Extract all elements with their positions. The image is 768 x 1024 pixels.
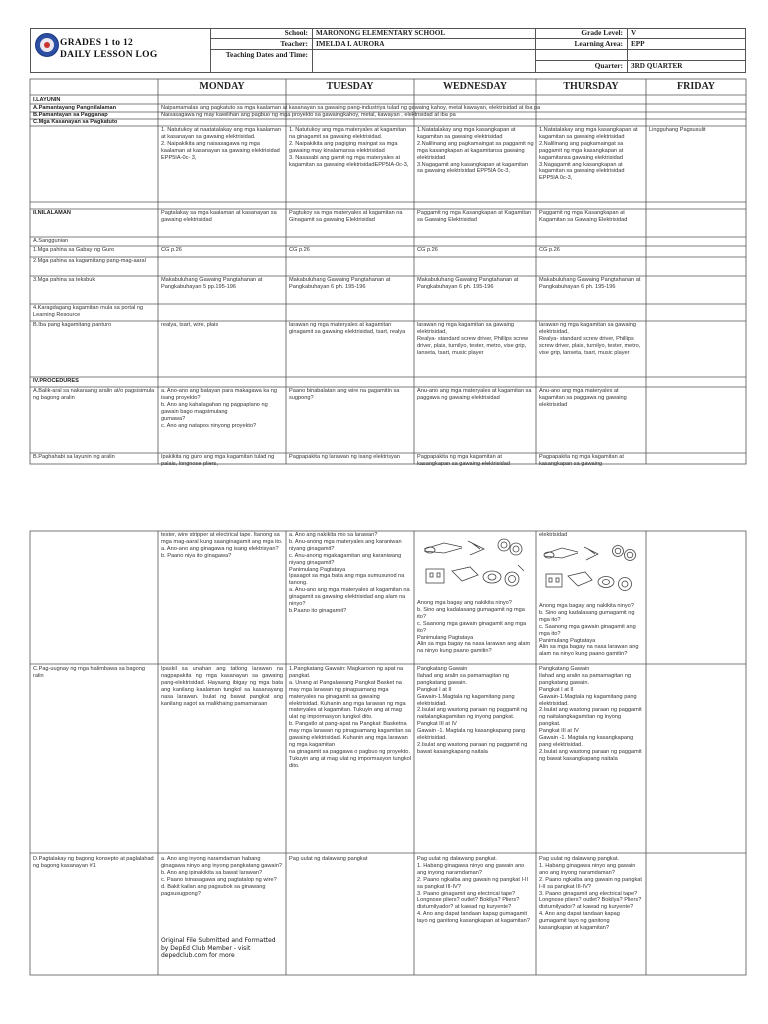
section-nilalaman: II.NILALAMAN	[33, 210, 71, 216]
teksbuk-thursday: Makabuluhang Gawaing Pangtahanan at Pangkabuhayan 6 ph. 195-196	[539, 277, 641, 290]
teksbuk-tuesday: Makabuluhang Gawaing Pangtahanan at Pangkabuhayan 6 ph. 195-196	[289, 277, 391, 290]
balik-aral-tuesday: Paano binabalatan ang wire na gagamitin sa sugpong?	[289, 388, 400, 401]
pagtalakay-wednesday: Pag uulat ng dalawang pangkat. 1. Habang ginagawa ninyo ang gawain ano ang inyong naramdaman? 2. Paano ngkaiba ang gawain ng pangkat I-II sa pangkat III-IV? 3. Paano ginagamit ang electrical tape? Longnose pliers? outlet? Bokilya? Pliers? disturnilyador? at kawad ng kuryente? 4. Ano ang dapat tandaan kapag gumagamit tayo ng ganitong kasangkapan at kagamitan?	[417, 856, 530, 925]
pag-uugnay-wednesday: Pangkatang Gawain Ilahad ang aralin sa pamamagitan ng pangkatang gawain. Pangkat I at II Gawain-1.Magtala ng kagamitang pang elektrisidad. 2.Isulat ang wastong paraan ng paggamit ng naitalangkagamitan ng inyong pangkat. Pangkat III at IV Gawain -1. Magtala ng kasangkapang pang elektrisidad. 2.Isulat ang wastong paraan ng paggamit ng bawat kasangkapang naitala	[417, 666, 528, 755]
kasanayan-monday: 1. Natutukoy at naatatalakay ang mga kaalaman at kasanayan sa gawaing elektrisidad. 2. Naipakikita ang naisasagawa ng mga kaalaman at kasanayan sa gawaing elektrisidad EPP5IA-0c- 3,	[161, 127, 282, 161]
paghahabi-cont-thursday: Anong mga bagay ang nakikita ninyo? b. Sino ang kadalasang gumagamit ng mga ito? c. Saanong mga gawain ginagamit ang mga ito? Panimulang Pagtataya Alin sa mga bagay na nasa larawan ang alam na ninyo kung paano gamitin?	[539, 603, 639, 658]
row-label-paghahabi: B.Paghahabi sa layunin ng aralin	[33, 454, 115, 460]
balik-aral-wednesday: Anu-ano ang mga materyales at kagamitan sa paggawa ng gawaing elektrisidad	[417, 388, 532, 401]
teaching-dates-label: Teaching Dates and Time:	[225, 50, 308, 59]
pagtalakay-thursday: Pag uulat ng dalawang pangkat. 1. Habang ginagawa ninyo ang gawain ano ang inyong naramdaman? 2. Paano ngkaiba ang gawain ng pangkat I-II sa pangkat III-IV? 3. Paano ginagamit ang electrical tape? Longnose pliers? outlet? Bokilya? Pliers? disturnilyador? at kawad ng kuryente? 4. Ano ang dapat tandaan kapag gumagamit tayo ng ganitong kasangkapan at kagamitan?	[539, 856, 642, 932]
kasanayan-tuesday: 1. Natutukoy ang mga materyales at kagamitan na ginagamit sa gawaing elektrisidad. 2. Naipakikita ang pagiging maingat sa mga gawaing may kinalamansa elektrisidad 3. Nasasabi ang gamit ng mga materyales at kagamitan sa gawaing elektrisidadEPP5IA-0c-3,	[289, 127, 409, 168]
electrical-tools-illustration	[418, 535, 530, 601]
row-label-balik-aral: A.Balik-aral sa nakaraang aralin at/o pagsisimula ng bagong aralin	[33, 388, 155, 401]
kasanayan-wednesday: 1.Natatalakay ang mga kasangkapan at kagamitan sa gawaing elektrisidad 2.Nalilinang ang pagkamaingat sa paggamit ng mga kasangkapan at kagamitansa gawaing elektrisidad 3.Nagagamit ang kasangkapan at kagamitan sa gawaing elektrisidad EPP5IA 0c-3,	[417, 127, 534, 175]
paghahabi-cont-thursday-top: elektrisidad	[539, 532, 568, 538]
learning-area-label: Learning Area:	[574, 39, 623, 48]
day-header-monday: MONDAY	[199, 81, 245, 92]
grade-level-label: Grade Level:	[581, 28, 623, 37]
logo-title-line1: GRADES 1 to 12	[60, 38, 134, 48]
row-label-mga-kasanayan: C.Mga Kasanayan sa Pagkatuto	[33, 119, 118, 125]
paghahabi-tuesday: Pagpapakita ng larawan ng isang elektrisyan	[289, 454, 401, 460]
row-label-learning-resource: 4.Karagdagang kagamitan mula sa portal ng Learning Resource	[33, 305, 144, 318]
teacher-label: Teacher:	[280, 39, 308, 48]
gabay-tuesday: CG p.26	[289, 247, 310, 253]
pag-uugnay-monday: Ipaskil sa unahan ang tatlong larawan na nagpapakita ng mga kasanayan sa gawaing pang-elektrisidad. Hayaang ibigay ng mga bata ang kanilang kaalaman tungkol sa kasanayang nasa larawan. Isulat ng bawat pangkat ang kanilang sagot sa malikhaing pamamaraan	[161, 666, 283, 707]
quarter-label: Quarter:	[594, 61, 623, 70]
nilalaman-tuesday: Pagtukoy sa mga materyales at kagamitan na Ginagamit sa gawaing Elektrisidad	[289, 210, 403, 223]
day-header-wednesday: WEDNESDAY	[442, 81, 508, 92]
row-label-pag-uugnay: C.Pag-uugnay ng mga halimbawa sa bagong ralin	[33, 666, 145, 679]
row-label-iba-pang-kagamitan: B.Iba pang kagamitang panturo	[33, 322, 112, 328]
paghahabi-thursday: Pagpapakita ng mga kagamitan at kasangkapan sa gawaing	[539, 454, 624, 467]
day-header-thursday: THURSDAY	[563, 81, 619, 92]
row-label-gabay-ng-guro: 1.Mga pahina sa Gabay ng Guro	[33, 247, 115, 253]
paghahabi-cont-monday: tester, wire stripper at electrical tape. Itanong sa mga mag-aaral kung saanginagamit ang mga ito. a. Ano-ano ang ginagawa ng isang elektrisyan? b. Paano niya ito ginagawa?	[161, 532, 283, 559]
row-label-pamantayang-pangnilalaman: A.Pamantayang Pangnilalaman	[33, 105, 116, 111]
pagtalakay-tuesday: Pag uulat ng dalawang pangkat	[289, 856, 368, 862]
nilalaman-wednesday: Paggamit ng mga Kasangkapan at Kagamitan sa Gawaing Elektrisidad	[417, 210, 532, 223]
section-procedures: IV.PROCEDURES	[33, 378, 79, 384]
section-layunin: I.LAYUNIN	[33, 97, 61, 103]
school-label: School:	[284, 28, 308, 37]
iba-kagamitan-monday: realya, tsart, wire, plais	[161, 322, 219, 328]
pamantayang-pangnilalaman-text: Naipamamalas ang pagkatuto sa mga kaalaman at kasanayan sa gawaing pang-industriya tulad ng gawaing kahoy, metal kawayan, elektrisidad at iba pa	[161, 105, 541, 111]
row-label-pagtalakay: D.Pagtalakay ng bagong konsepto at paglalahad ng bagong kasanayan #1	[33, 856, 154, 869]
electrical-tools-illustration-2	[538, 542, 642, 602]
gabay-wednesday: CG p.26	[417, 247, 438, 253]
gabay-thursday: CG p.26	[539, 247, 560, 253]
row-label-pamantayan-sa-pagganap: B.Pamantayan sa Pagganap	[33, 112, 108, 118]
teacher-value: IMELDA I. AURORA	[316, 40, 385, 48]
row-label-teksbuk: 3.Mga pahina sa teksbuk	[33, 277, 96, 283]
balik-aral-thursday: Anu-ano ang mga materyales at kagamitan sa paggawa ng gawaing elektrisidad	[539, 388, 627, 408]
kasanayan-friday: Lingguhang Pagsusulit	[649, 127, 706, 133]
balik-aral-monday: a. Ano-ano ang batayan para makagawa ka ng isang proyekto? b. Ano ang kahalagahan ng pagpaplano ng gawain bago magsimulang gumawa? c. Ano ang natapos ninyong proyekto?	[161, 388, 277, 429]
day-header-friday: FRIDAY	[677, 81, 715, 92]
pag-uugnay-tuesday: 1.Pangkatang Gawain: Magkaroon ng apat na pangkat. a. Unang at Pangalawang Pangkat Basket na may mga larawan ng pinagsamang mga materyales na ginagamit sa gawaing elektrisidad. Kuhanin ang mga larawan ng mga materyales at kagamitan. Tukuyin ang at mag ulat ng impormasyon tungkol dito. b. Pangatlo at pang-apat na Pangkat: Basketna may mga larawan ng pinagsamang kagamitan sa gawaing elektrisidad. Kuhanin ang mga larawan ng mga kagamitan na ginagamit sa paggawa o pagbuo ng proyekto. Tukuyin ang at mag ulat ng impormasyon tungkol dito.	[289, 666, 411, 769]
row-label-sanggunian: A.Sanggunian	[33, 238, 69, 244]
paghahabi-monday: Ipakikita ng guro ang mga kagamitan tulad ng palais, longnose pliers,	[161, 454, 275, 467]
teksbuk-monday: Makabuluhang Gawaing Pangtahanan at Pangkabuhayan 5 pp.195-196	[161, 277, 263, 290]
nilalaman-monday: Pagtalakay sa mga kaalaman at kasanayan sa gawaing elektrisidad	[161, 210, 277, 223]
pag-uugnay-thursday: Pangkatang Gawain Ilahad ang aralin sa pamamagitan ng pangkatang gawain. Pangkat I at II Gawain-1.Magtala ng kagamitang pang elektrisidad. 2.Isulat ang wastong paraan ng paggamit ng naitalangkagamitan ng inyong pangkat. Pangkat III at IV Gawain -1. Magtala ng kasangkapang pang elektrisidad. 2.Isulat ang wastong paraan ng paggamit ng bawat kasangkapang naitala	[539, 666, 642, 762]
learning-area-value: EPP	[631, 40, 645, 48]
iba-kagamitan-tuesday: larawan ng mga materyales at kagamitan ginagamit sa gawaing elektrisidad, tsart, realya	[289, 322, 406, 335]
school-value: MARONONG ELEMENTARY SCHOOL	[316, 29, 446, 37]
depedclub-note: Original File Submitted and Formatted by DepEd Club Member - visit depedclub.com for more	[161, 937, 276, 960]
iba-kagamitan-wednesday: larawan ng mga kagamitan sa gawaing elektrisidad, Realya- standard screw driver, Phillips screw driver, plais, turnilyo, tester, metro, vise grip, lanseta, tsart, music player	[417, 322, 528, 356]
logo-title-line2: DAILY LESSON LOG	[60, 50, 158, 60]
grade-level-value: V	[631, 29, 637, 37]
paghahabi-cont-wednesday: Anong mga bagay ang nakikita ninyo? b. Sino ang kadalasang gumagamit ng mga ito? c. Saanong mga gawain ginagamit ang mga ito? Panimulang Pagtataya Alin sa mga bagay na nasa larawan ang alam na ninyo kung paano gamitin?	[417, 600, 531, 655]
iba-kagamitan-thursday: larawan ng mga kagamitan sa gawaing elektrisidad, Realya- standard screw driver, Phillips screw driver, plais, turnilyo, tester, metro, vise grip, lanseta, tsart, music player	[539, 322, 641, 356]
nilalaman-thursday: Paggamit ng mga Kasangkapan at Kagamitan sa Gawaing Elektrisidad	[539, 210, 628, 223]
teksbuk-wednesday: Makabuluhang Gawaing Pangtahanan at Pangkabuhayan 6 ph. 195-196	[417, 277, 519, 290]
pamantayan-sa-pagganap-text: Naisasagawa ng may kawilihan ang pagbuo ng mga proyekto sa gawaingkahoy, metal, kawayan , elektrisidad at iba pa	[161, 112, 456, 118]
day-header-tuesday: TUESDAY	[326, 81, 374, 92]
paghahabi-cont-tuesday: a. Ano ang nakikita mo sa larawan? b. Anu-anong mga materyales ang karaniwan niyang ginagamit? c. Anu-anong mgakagamitan ang karaniwang niyang ginagamit? Panimulang Pagtataya Ipasagot sa mga bata ang mga sumusunod na tanong. a. Anu-ano ang mga materyales at kagamitan na ginagamit sa gawaing elektrisidad ang alam na ninyo? b.Paano ito ginagamit?	[289, 532, 410, 614]
gabay-monday: CG p.26	[161, 247, 182, 253]
quarter-value: 3RD QUARTER	[631, 62, 683, 70]
row-label-kagamitang-pang-mag-aaral: 2.Mga pahina sa kagamitang pang-mag-aaral	[33, 258, 146, 264]
pagtalakay-monday: a. Ano ang inyong naramdaman habang ginagawa ninyo ang inyong pangkatang gawain? b. Ano ang ipinakikita sa bawat larawan? c. Paano isinasagawa ang pagtatalop ng wire? d. Bakit kailan ang pagsubok sa ginawang pagsusugpong?	[161, 856, 282, 897]
kasanayan-thursday: 1.Natatalakay ang mga kasangkapan at kagamitan sa gawaing elektrisidad 2.Nalilinang ang pagkamaingat sa paggamit ng mga kasangkapan at kagamitansa gawaing elektrisidad 3.Nagagamit ang kasangkapan at kagamitan sa gawaing elektrisidad EPP5IA 0c-3,	[539, 127, 638, 182]
paghahabi-wednesday: Pagpapakita ng mga kagamitan at kasangkapan sa gawaing elektrisidad	[417, 454, 510, 467]
